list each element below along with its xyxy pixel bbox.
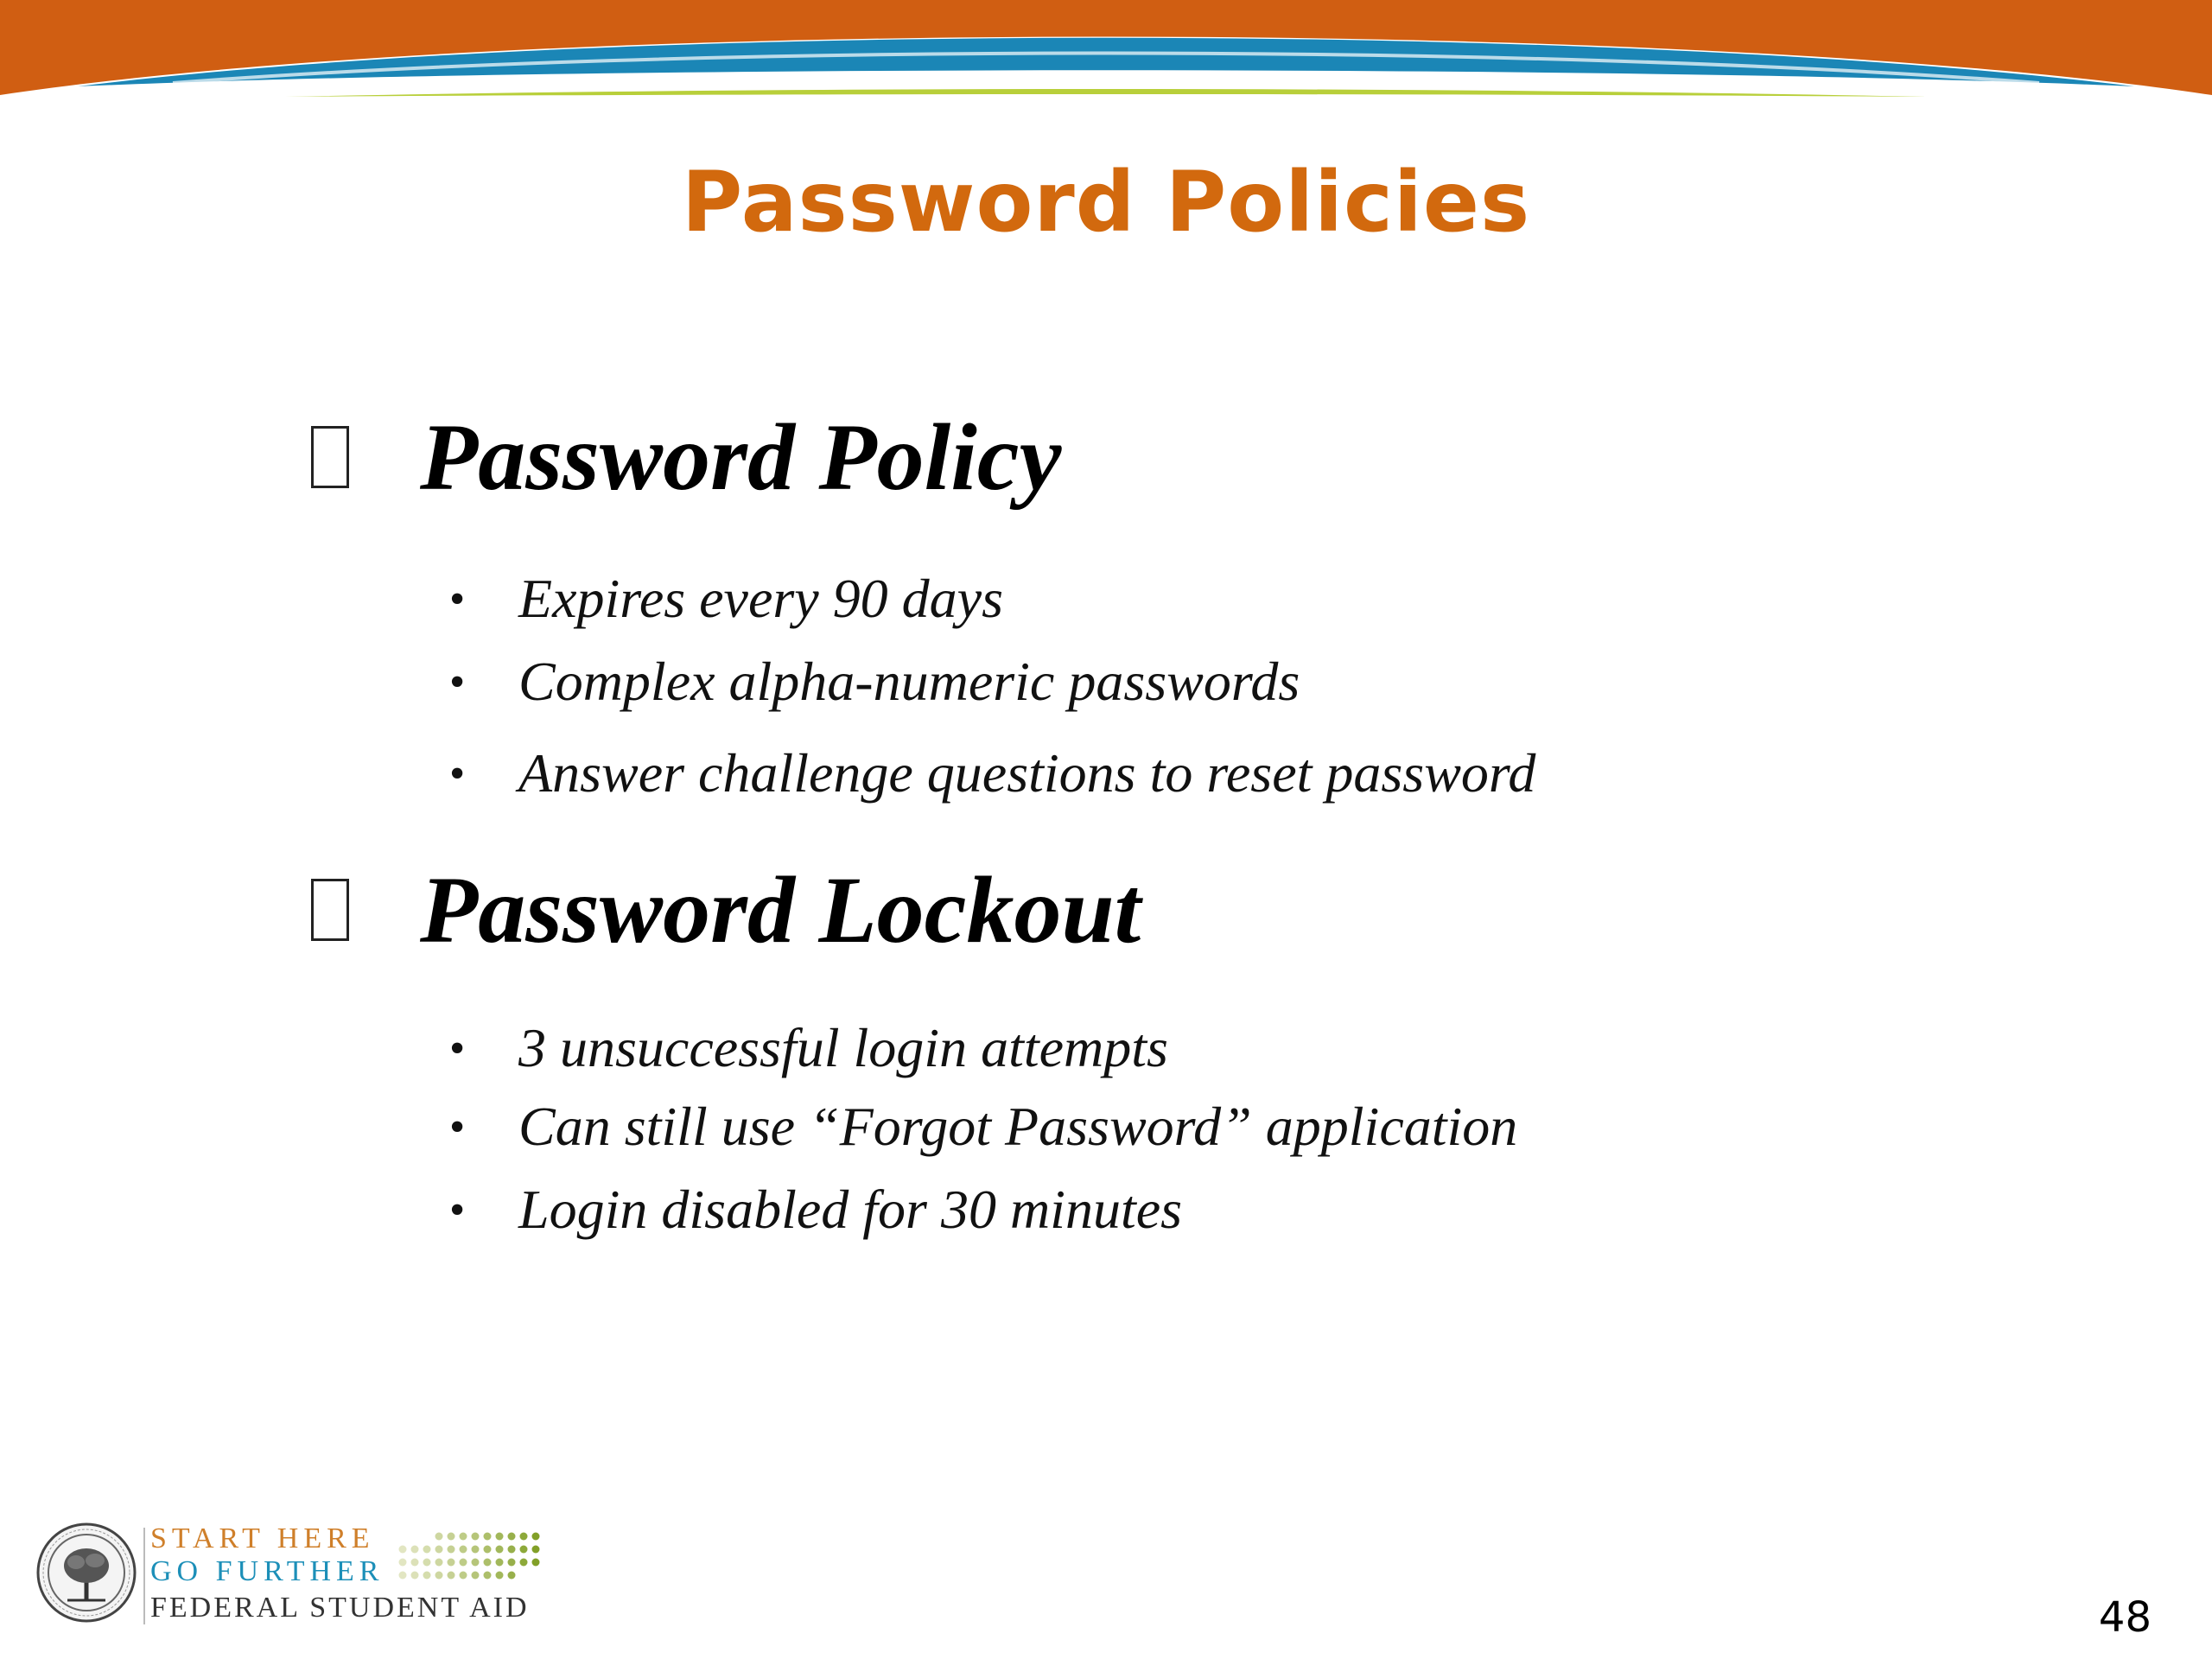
bullet-text: Expires every 90 days: [518, 568, 1003, 629]
logo-dot: [508, 1533, 516, 1541]
logo-dot: [411, 1572, 419, 1580]
logo-dot: [460, 1533, 467, 1541]
federal-student-aid-logo: [35, 1521, 553, 1633]
bullet-icon: •: [449, 1185, 466, 1235]
logo-dot: [423, 1546, 431, 1554]
logo-dot: [435, 1559, 443, 1567]
logo-dot: [520, 1533, 528, 1541]
logo-dot: [399, 1546, 407, 1554]
list-item: [449, 1168, 1517, 1251]
bullet-text: 3 unsuccessful login attempts: [518, 1017, 1168, 1078]
logo-dot: [508, 1546, 516, 1554]
checkbox-icon: [311, 426, 349, 488]
logo-dot: [472, 1559, 480, 1567]
bullet-icon: •: [449, 657, 466, 707]
logo-dot: [435, 1572, 443, 1580]
logo-dot: [532, 1533, 540, 1541]
logo-dot: [496, 1559, 504, 1567]
list-item: [449, 1011, 1517, 1085]
bullet-text: Answer challenge questions to reset password: [518, 742, 1536, 804]
logo-dot: [448, 1572, 455, 1580]
logo-dot: [472, 1546, 480, 1554]
logo-dot: [484, 1559, 492, 1567]
logo-dot: [411, 1559, 419, 1567]
logo-dot: [472, 1533, 480, 1541]
brand-name: FEDERAL STUDENT AID: [150, 1592, 530, 1624]
checkbox-icon: [311, 879, 349, 941]
logo-dot: [411, 1546, 419, 1554]
logo-dot: [532, 1546, 540, 1554]
bullet-text: Can still use “Forgot Password” application: [518, 1096, 1518, 1157]
logo-dot: [472, 1572, 480, 1580]
department-of-education-seal-icon: [35, 1521, 138, 1624]
logo-dot: [508, 1559, 516, 1567]
logo-dot: [532, 1559, 540, 1567]
bullet-text: Login disabled for 30 minutes: [518, 1179, 1183, 1240]
brand-tagline-2: GO FURTHER: [150, 1555, 385, 1587]
bullet-icon: •: [449, 574, 466, 624]
header-banner: [0, 0, 2212, 112]
logo-dot: [520, 1559, 528, 1567]
logo-divider: [143, 1528, 145, 1624]
section-heading-row: [311, 857, 1141, 963]
logo-dot: [496, 1546, 504, 1554]
logo-dot: [496, 1533, 504, 1541]
dot-pattern-icon: [397, 1529, 544, 1585]
list-item: [449, 1085, 1517, 1168]
logo-dot: [460, 1572, 467, 1580]
bullet-text: Complex alpha-numeric passwords: [518, 651, 1300, 712]
logo-dot: [484, 1533, 492, 1541]
section-heading-row: [311, 404, 1062, 510]
logo-dot: [448, 1533, 455, 1541]
logo-dot: [460, 1546, 467, 1554]
logo-dot: [423, 1559, 431, 1567]
policy-bullet-list: [449, 562, 1535, 819]
bullet-icon: •: [449, 1023, 466, 1073]
logo-dot: [423, 1572, 431, 1580]
logo-dot: [460, 1559, 467, 1567]
logo-dot: [484, 1546, 492, 1554]
logo-dot: [496, 1572, 504, 1580]
logo-dot: [448, 1546, 455, 1554]
logo-dot: [399, 1559, 407, 1567]
bullet-icon: •: [449, 748, 466, 798]
logo-dot: [435, 1533, 443, 1541]
section-password-policy: [311, 404, 1062, 510]
bullet-icon: •: [449, 1102, 466, 1152]
list-item: [449, 728, 1535, 819]
brand-tagline-1: START HERE: [150, 1522, 375, 1554]
logo-dot: [484, 1572, 492, 1580]
section-heading: Password Lockout: [420, 857, 1141, 963]
slide-title: Password Policies: [681, 154, 1531, 251]
section-password-lockout: [311, 857, 1141, 963]
logo-dot: [520, 1546, 528, 1554]
logo-dot: [508, 1572, 516, 1580]
list-item: [449, 636, 1535, 728]
list-item: [449, 562, 1535, 636]
logo-dot: [435, 1546, 443, 1554]
page-number: 48: [2098, 1593, 2152, 1642]
lockout-bullet-list: [449, 1011, 1517, 1251]
logo-dot: [399, 1572, 407, 1580]
logo-dot: [448, 1559, 455, 1567]
section-heading: Password Policy: [420, 404, 1062, 510]
